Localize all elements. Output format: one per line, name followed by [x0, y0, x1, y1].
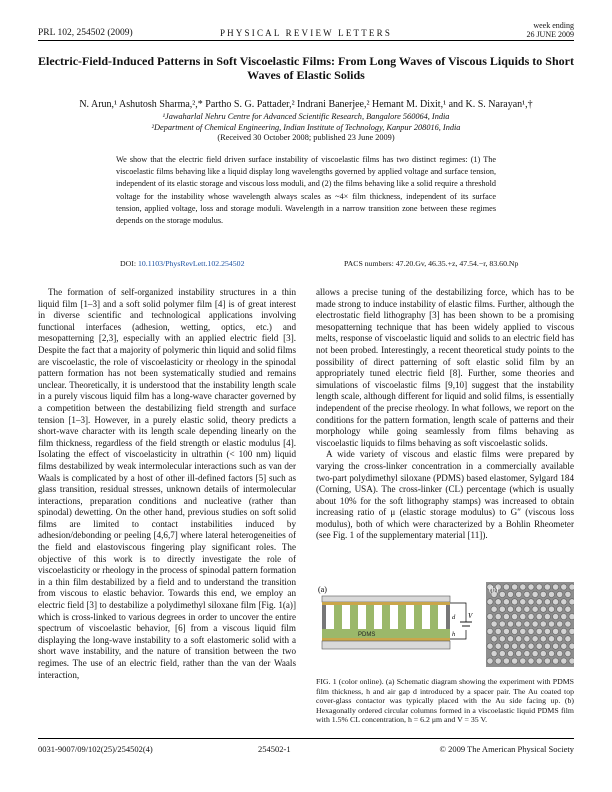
hex-column: [532, 636, 538, 642]
hex-column: [565, 591, 571, 597]
hex-column: [512, 628, 518, 634]
figure-label-a: (a): [318, 585, 327, 594]
hex-column: [548, 606, 554, 612]
copyright: © 2009 The American Physical Society: [439, 744, 574, 754]
footer-code: 0031-9007/09/102(25)/254502(4): [38, 744, 153, 754]
hex-column: [520, 599, 526, 605]
hex-column: [512, 658, 518, 664]
hex-column: [553, 628, 559, 634]
body-paragraph: allows a precise tuning of the destabilizing force, which has to be made strong to induce instability of elastic films. Further, although the electrostatic field lithography [3] has been shown to be a promising mesopatterning technique that has been widely applied to viscous melts, response of viscoelastic liquid and solids to an electric field has not been probed. Interestingly, a recent theoretical study points to the possibility of direct patterning of soft elastic solid film by an appropriately tuned electric field [8]. Further, some theories and simulations of viscoelastic films [9,10] suggest that the instability length scale, although different for liquid and solid films, is essentially independent of the precise rheology. In what follows, we report on the conditions for the pattern formation, length scale of patterns and their morphology while going seamlessly from films behaving as viscoelastic liquids to films behaving as soft viscoelastic solids.: [316, 287, 574, 448]
hex-column: [561, 658, 567, 664]
hex-column: [532, 591, 538, 597]
figure-1: [316, 582, 574, 667]
hex-column: [561, 614, 567, 620]
hex-column: [528, 628, 534, 634]
hex-column: [569, 614, 574, 620]
hex-column: [499, 651, 505, 657]
hex-column: [553, 658, 559, 664]
footer-rule: [38, 738, 574, 739]
polymer-column: [398, 605, 406, 629]
hex-column: [503, 643, 509, 649]
hex-column: [487, 614, 493, 620]
hex-column: [491, 651, 497, 657]
hex-column: [499, 636, 505, 642]
body-column-right: [316, 287, 574, 542]
hex-column: [536, 643, 542, 649]
hex-column: [536, 599, 542, 605]
hex-column: [524, 651, 530, 657]
hex-column: [528, 584, 534, 590]
hex-column: [540, 651, 546, 657]
week-ending: [526, 21, 574, 39]
hex-column: [516, 636, 522, 642]
week-date: 26 JUNE 2009: [526, 30, 574, 39]
hex-column: [528, 643, 534, 649]
spacer-left: [322, 605, 326, 629]
figure-1a-schematic: [318, 585, 473, 649]
hex-column: [557, 621, 563, 627]
hex-column: [507, 606, 513, 612]
hex-column: [524, 591, 530, 597]
abstract: We show that the electric field driven surface instability of viscoelastic films has two distinct regimes: (1) The viscoelastic films behaving like a liquid display long wavelengths governed by applied voltage and surface tension, independent of its elastic storage and viscous loss moduli, and (2) the films behaving like a solid require a threshold voltage for the instability whose wavelength always scales as ~4× film thickness, independent of its surface tension, applied voltage, loss and storage moduli. Wavelength in a narrow transition zone between these regimes depends on the storage modulus.: [116, 155, 496, 226]
polymer-columns: [334, 605, 438, 629]
hex-column: [516, 651, 522, 657]
hex-column: [487, 658, 493, 664]
hex-column: [503, 599, 509, 605]
hex-column: [524, 621, 530, 627]
polymer-column: [382, 605, 390, 629]
hex-column: [507, 621, 513, 627]
polymer-column: [414, 605, 422, 629]
top-cover-glass: [322, 596, 450, 602]
hex-column: [536, 628, 542, 634]
hex-column: [544, 599, 550, 605]
hex-column: [495, 614, 501, 620]
body-column-left: [38, 287, 296, 681]
bottom-electrode: [322, 638, 450, 641]
hex-column: [495, 658, 501, 664]
hex-column: [569, 643, 574, 649]
top-electrode: [322, 602, 450, 605]
hex-column: [569, 658, 574, 664]
hex-column: [487, 628, 493, 634]
hex-column: [532, 606, 538, 612]
hex-column: [520, 584, 526, 590]
thickness-label: h: [452, 631, 456, 638]
polymer-column: [430, 605, 438, 629]
substrate: [322, 641, 450, 649]
hex-column: [528, 599, 534, 605]
affiliations: [38, 112, 574, 144]
pacs-numbers: PACS numbers: 47.20.Gv, 46.35.+z, 47.54.−r, 83.60.Np: [344, 259, 519, 268]
hex-column: [512, 614, 518, 620]
doi-label: DOI:: [120, 259, 137, 268]
hex-column: [536, 658, 542, 664]
hex-column: [499, 621, 505, 627]
hex-column: [565, 621, 571, 627]
authors: N. Arun,¹ Ashutosh Sharma,²,* Partho S. G. Pattader,² Indrani Banerjee,² Hemant M. Dixit,¹ and K. S. Narayan¹,†: [79, 99, 533, 110]
hex-column: [499, 606, 505, 612]
hex-column: [548, 651, 554, 657]
hex-column: [565, 606, 571, 612]
page-number: 254502-1: [258, 744, 291, 754]
hex-column: [565, 636, 571, 642]
hex-column: [503, 584, 509, 590]
body-paragraph: The formation of self-organized instability structures in a thin liquid film [1–3] and a soft solid polymer film [4] is of great interest in diverse scientific and technological applications involving functional interfaces (adhesion, wetting, optics, etc.) and mesopatterning [2,3], especially with an applied electric field [3]. Despite the fact that a majority of polymeric thin liquid and solid films are viscoelastic, the role of viscoelasticity or rheology in the spinodal pattern formation has not been systematically studied and remains unclear. Theoretically, it is understood that the instability length scale in a purely viscous liquid film has a long-wave character governed by a competition between the destabilizing field strength and surface tension [1–3]. However, in a purely elastic solid, theory predicts a short-wave character with its length scale depending linearly on the film thickness, regardless of the field strength or elastic modulus [4]. Isolating the effect of viscoelasticity in ultrathin (< 100 nm) liquid films destabilized by weak intermolecular interactions such as van der Waals is complicated by a host of other ill-defined factors [5] such as glass transition, residual stresses, unknown details of intermolecular interactions, preparation conditions and nucleative (rather than spinodal) dewetting. On the other hand, previous studies on soft solid films are limited to contact instabilities induced by adhesion/debonding or peeling [4,6,7] where lateral heterogeneities of the field and elastoviscous fingering play significant roles. The objective of this work is to directly investigate the role of viscoelasticity or rheology in the process of spinodal pattern formation in a thin film destabilized by a field and to understand the transition from viscous to elastic behavior. Towards this end, we employ an electric field [3] to destabilize a polydimethyl siloxane film [Fig. 1(a)] which is cross-linked to various degrees in order to uncover the entire spectrum of viscoelastic behavior, [6] from a viscous liquid film displaying the long-wave instability to a soft elastomeric solid with a short wave instability, and the nature of transition between the two regimes. The use of an electric field, rather than the van der Waals interaction,: [38, 287, 296, 680]
hex-column: [528, 614, 534, 620]
hex-column: [557, 591, 563, 597]
polymer-column: [350, 605, 358, 629]
hex-column: [548, 636, 554, 642]
figure-label-b: (b): [489, 585, 499, 594]
hex-column: [532, 651, 538, 657]
journal-name: PHYSICAL REVIEW LETTERS: [219, 28, 393, 38]
hex-column: [553, 599, 559, 605]
affiliation-2: ²Department of Chemical Engineering, Indian Institute of Technology, Kanpur 208016, India: [151, 122, 461, 132]
hex-column: [507, 636, 513, 642]
hex-column: [561, 584, 567, 590]
hex-column: [553, 584, 559, 590]
hex-column: [557, 606, 563, 612]
hex-column: [544, 628, 550, 634]
hex-column: [540, 621, 546, 627]
spacer-right: [446, 605, 450, 629]
doi-link[interactable]: 10.1103/PhysRevLett.102.254502: [137, 259, 245, 268]
hex-column: [557, 636, 563, 642]
affiliation-1: ¹Jawaharlal Nehru Centre for Advanced Scientific Research, Bangalore 560064, India: [162, 112, 450, 121]
voltage-label: V: [468, 612, 473, 620]
hex-column: [516, 591, 522, 597]
hex-column: [553, 643, 559, 649]
hex-column: [561, 628, 567, 634]
hex-column: [548, 621, 554, 627]
figure-1-caption: FIG. 1 (color online). (a) Schematic diagram showing the experiment with PDMS film thickness, h and air gap d introduced by a spacer pair. The Au coated top cover-glass contactor was typically placed with the Au side facing up. (b) Hexagonally ordered circular columns formed in a viscoelastic liquid PDMS film with 1.5% CL concentration, h = 6.2 μm and V = 35 V.: [316, 677, 574, 725]
polymer-column: [334, 605, 342, 629]
hex-column: [507, 651, 513, 657]
hex-column: [495, 643, 501, 649]
hex-column: [565, 651, 571, 657]
hex-column: [503, 614, 509, 620]
hex-column: [524, 636, 530, 642]
hex-column: [516, 621, 522, 627]
body-paragraph: A wide variety of viscous and elastic films were prepared by varying the cross-linker concentration in a commercially available two-part polydimethyl siloxane (PDMS) based elastomer, Sylgard 184 (Corning, USA). The cross-linker (CL) percentage (which is usually about 10% for the soft lithography stamps) was increased to obtain increasing ratio of μ (elastic storage modulus) to G″ (viscous loss modulus), both of which were characterized by a Bohlin Rheometer (see Fig. 1 of the supplementary material [11]).: [316, 449, 574, 541]
hex-column: [528, 658, 534, 664]
hex-column: [487, 599, 493, 605]
week-label: week ending: [533, 21, 574, 30]
header-rule: [38, 40, 574, 41]
hex-column: [536, 614, 542, 620]
hex-column: [491, 636, 497, 642]
received-dates: (Received 30 October 2008; published 23 June 2009): [217, 133, 395, 142]
hex-column: [516, 606, 522, 612]
hex-column: [548, 591, 554, 597]
hex-column: [561, 643, 567, 649]
hex-column: [569, 628, 574, 634]
hex-column: [491, 606, 497, 612]
doi: [120, 259, 244, 268]
paper-title: Electric-Field-Induced Patterns in Soft Viscoelastic Films: From Long Waves of Viscous Liquids to Short Waves of Elastic Solids: [38, 54, 574, 82]
hex-column: [495, 628, 501, 634]
gap-label: d: [452, 614, 456, 621]
hex-column: [503, 658, 509, 664]
hex-column: [561, 599, 567, 605]
hex-column: [569, 599, 574, 605]
hex-column: [544, 614, 550, 620]
polymer-column: [366, 605, 374, 629]
pdms-label: PDMS: [358, 632, 376, 638]
hex-column: [503, 628, 509, 634]
hex-column: [499, 591, 505, 597]
hex-column: [544, 658, 550, 664]
journal-ref: PRL 102, 254502 (2009): [38, 28, 133, 38]
hex-column: [512, 584, 518, 590]
hex-column: [520, 614, 526, 620]
hex-column: [532, 621, 538, 627]
hex-column: [487, 643, 493, 649]
hex-column: [507, 591, 513, 597]
figure-1b-micrograph: [486, 582, 574, 667]
hex-column: [569, 584, 574, 590]
hex-column: [495, 599, 501, 605]
pdms-film: [322, 629, 450, 638]
hex-column: [520, 628, 526, 634]
hex-column: [557, 651, 563, 657]
hex-column: [512, 599, 518, 605]
hex-column: [520, 658, 526, 664]
hex-column: [536, 584, 542, 590]
hex-column: [524, 606, 530, 612]
hex-column: [540, 591, 546, 597]
hex-column: [491, 621, 497, 627]
hex-column: [553, 614, 559, 620]
hex-column: [540, 636, 546, 642]
hex-column: [540, 606, 546, 612]
hex-column: [544, 643, 550, 649]
hex-column: [544, 584, 550, 590]
hex-column: [512, 643, 518, 649]
hex-column: [520, 643, 526, 649]
